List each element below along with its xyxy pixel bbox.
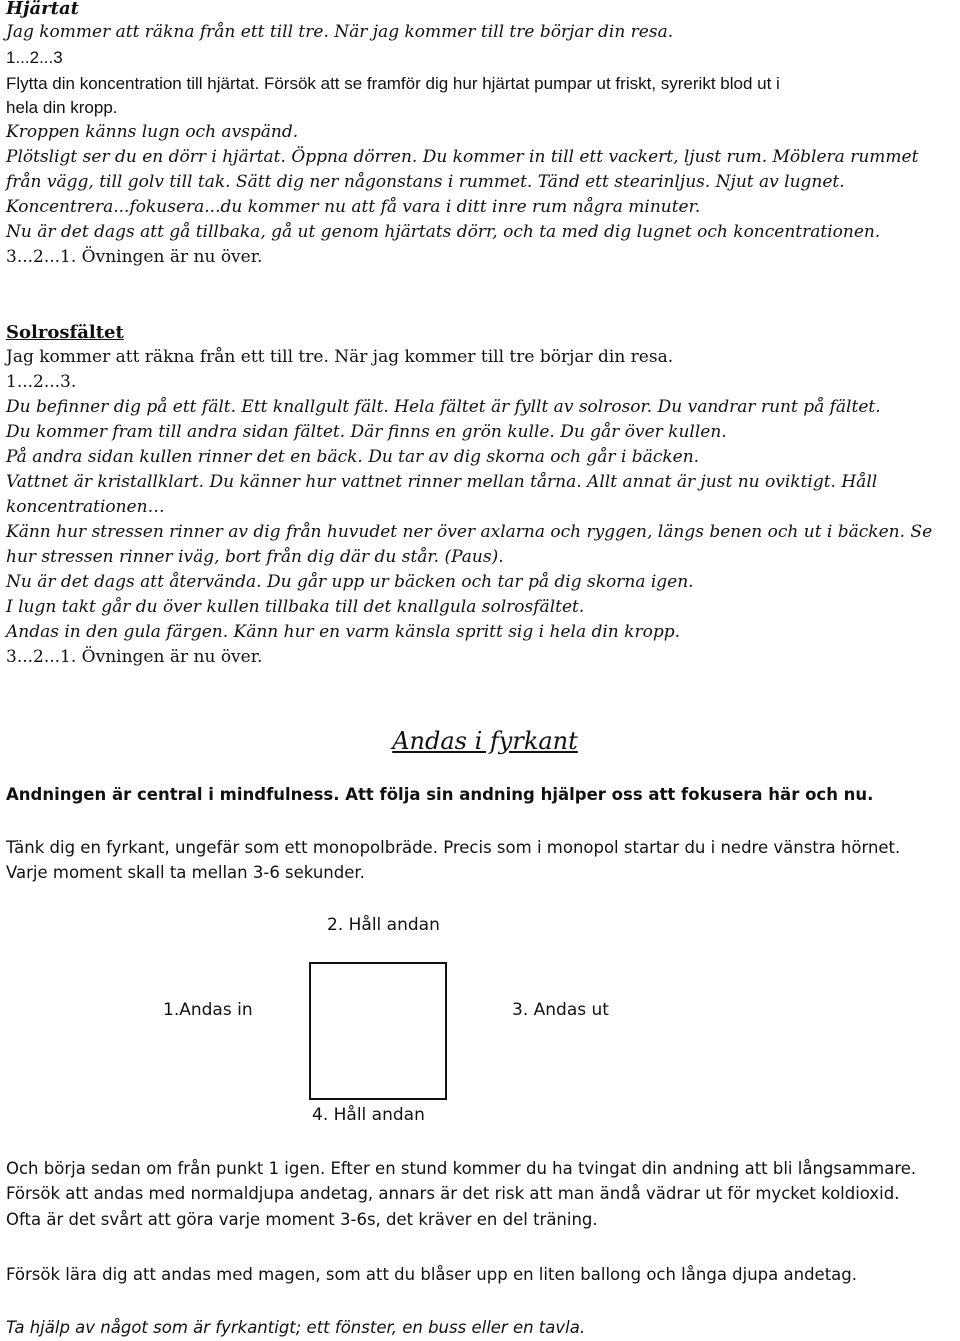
solros-line-8: Känn hur stressen rinner av dig från huvudet ner över axlarna och ryggen, längs benen och ut i bäcken. Se bbox=[6, 522, 933, 542]
solros-line-1: Jag kommer att räkna från ett till tre. När jag kommer till tre börjar din resa. bbox=[6, 347, 674, 367]
andas-intro: Andningen är central i mindfulness. Att följa sin andning hjälper oss att fokusera här och nu. bbox=[6, 785, 874, 804]
solros-line-2: 1...2...3. bbox=[6, 372, 77, 392]
solros-line-5: På andra sidan kullen rinner det en bäck. Du tar av dig skorna och går i bäcken. bbox=[6, 447, 700, 467]
solros-line-3: Du befinner dig på ett fält. Ett knallgult fält. Hela fältet är fyllt av solrosor. Du vandrar runt på fältet. bbox=[6, 397, 881, 417]
hjartat-line-9: Nu är det dags att gå tillbaka, gå ut genom hjärtats dörr, och ta med dig lugnet och koncentrationen. bbox=[6, 222, 881, 242]
section-title-hjartat: Hjärtat bbox=[6, 0, 79, 19]
hjartat-line-3: Flytta din koncentration till hjärtat. Försök att se framför dig hur hjärtat pumpar ut friskt, syrerikt blod ut i bbox=[6, 74, 780, 93]
andas-instruction-1: Tänk dig en fyrkant, ungefär som ett monopolbräde. Precis som i monopol startar du i nedre vänstra hörnet. bbox=[6, 838, 901, 857]
andas-belly: Försök lära dig att andas med magen, som att du blåser upp en liten ballong och långa djupa andetag. bbox=[6, 1265, 858, 1284]
diagram-label-right: 3. Andas ut bbox=[512, 1000, 609, 1020]
hjartat-line-2: 1...2...3 bbox=[6, 48, 63, 67]
andas-after-2: Försök att andas med normaldjupa andetag, annars är det risk att man ändå vädrar ut för mycket koldioxid. bbox=[6, 1184, 900, 1203]
solros-line-13: 3...2...1. Övningen är nu över. bbox=[6, 647, 263, 667]
hjartat-line-1: Jag kommer att räkna från ett till tre. När jag kommer till tre börjar din resa. bbox=[6, 22, 674, 42]
hjartat-line-10: 3...2...1. Övningen är nu över. bbox=[6, 247, 263, 267]
hjartat-line-8: Koncentrera...fokusera...du kommer nu att få vara i ditt inre rum några minuter. bbox=[6, 197, 701, 217]
section-title-solrosfaltet: Solrosfältet bbox=[6, 322, 124, 343]
hjartat-line-7: från vägg, till golv till tak. Sätt dig ner någonstans i rummet. Tänd ett stearinljus. Njut av lugnet. bbox=[6, 172, 845, 192]
diagram-label-bottom: 4. Håll andan bbox=[312, 1105, 425, 1125]
solros-line-10: Nu är det dags att återvända. Du går upp ur bäcken och tar på dig skorna igen. bbox=[6, 572, 694, 592]
andas-after-3: Ofta är det svårt att göra varje moment 3-6s, det kräver en del träning. bbox=[6, 1210, 598, 1229]
solros-line-4: Du kommer fram till andra sidan fältet. Där finns en grön kulle. Du går över kullen. bbox=[6, 422, 727, 442]
hjartat-line-6: Plötsligt ser du en dörr i hjärtat. Öppna dörren. Du kommer in till ett vackert, ljust rum. Möblera rummet bbox=[6, 147, 919, 167]
solros-line-7: koncentrationen… bbox=[6, 497, 165, 517]
hjartat-line-4: hela din kropp. bbox=[6, 98, 118, 117]
andas-after-1: Och börja sedan om från punkt 1 igen. Efter en stund kommer du ha tvingat din andning att bli långsammare. bbox=[6, 1159, 917, 1178]
solros-line-11: I lugn takt går du över kullen tillbaka till det knallgula solrosfältet. bbox=[6, 597, 585, 617]
section-title-andas: Andas i fyrkant bbox=[392, 727, 578, 755]
andas-instruction-2: Varje moment skall ta mellan 3-6 sekunder. bbox=[6, 863, 365, 882]
solros-line-12: Andas in den gula färgen. Känn hur en varm känsla spritt sig i hela din kropp. bbox=[6, 622, 680, 642]
solros-line-6: Vattnet är kristallklart. Du känner hur vattnet rinner mellan tårna. Allt annat är just nu oviktigt. Håll bbox=[6, 472, 878, 492]
breathing-square bbox=[309, 962, 447, 1100]
diagram-label-left: 1.Andas in bbox=[163, 1000, 253, 1020]
hjartat-line-5: Kroppen känns lugn och avspänd. bbox=[6, 122, 299, 142]
solros-line-9: hur stressen rinner iväg, bort från dig där du står. (Paus). bbox=[6, 547, 504, 567]
diagram-label-top: 2. Håll andan bbox=[327, 915, 440, 935]
andas-help: Ta hjälp av något som är fyrkantigt; ett fönster, en buss eller en tavla. bbox=[6, 1318, 586, 1337]
